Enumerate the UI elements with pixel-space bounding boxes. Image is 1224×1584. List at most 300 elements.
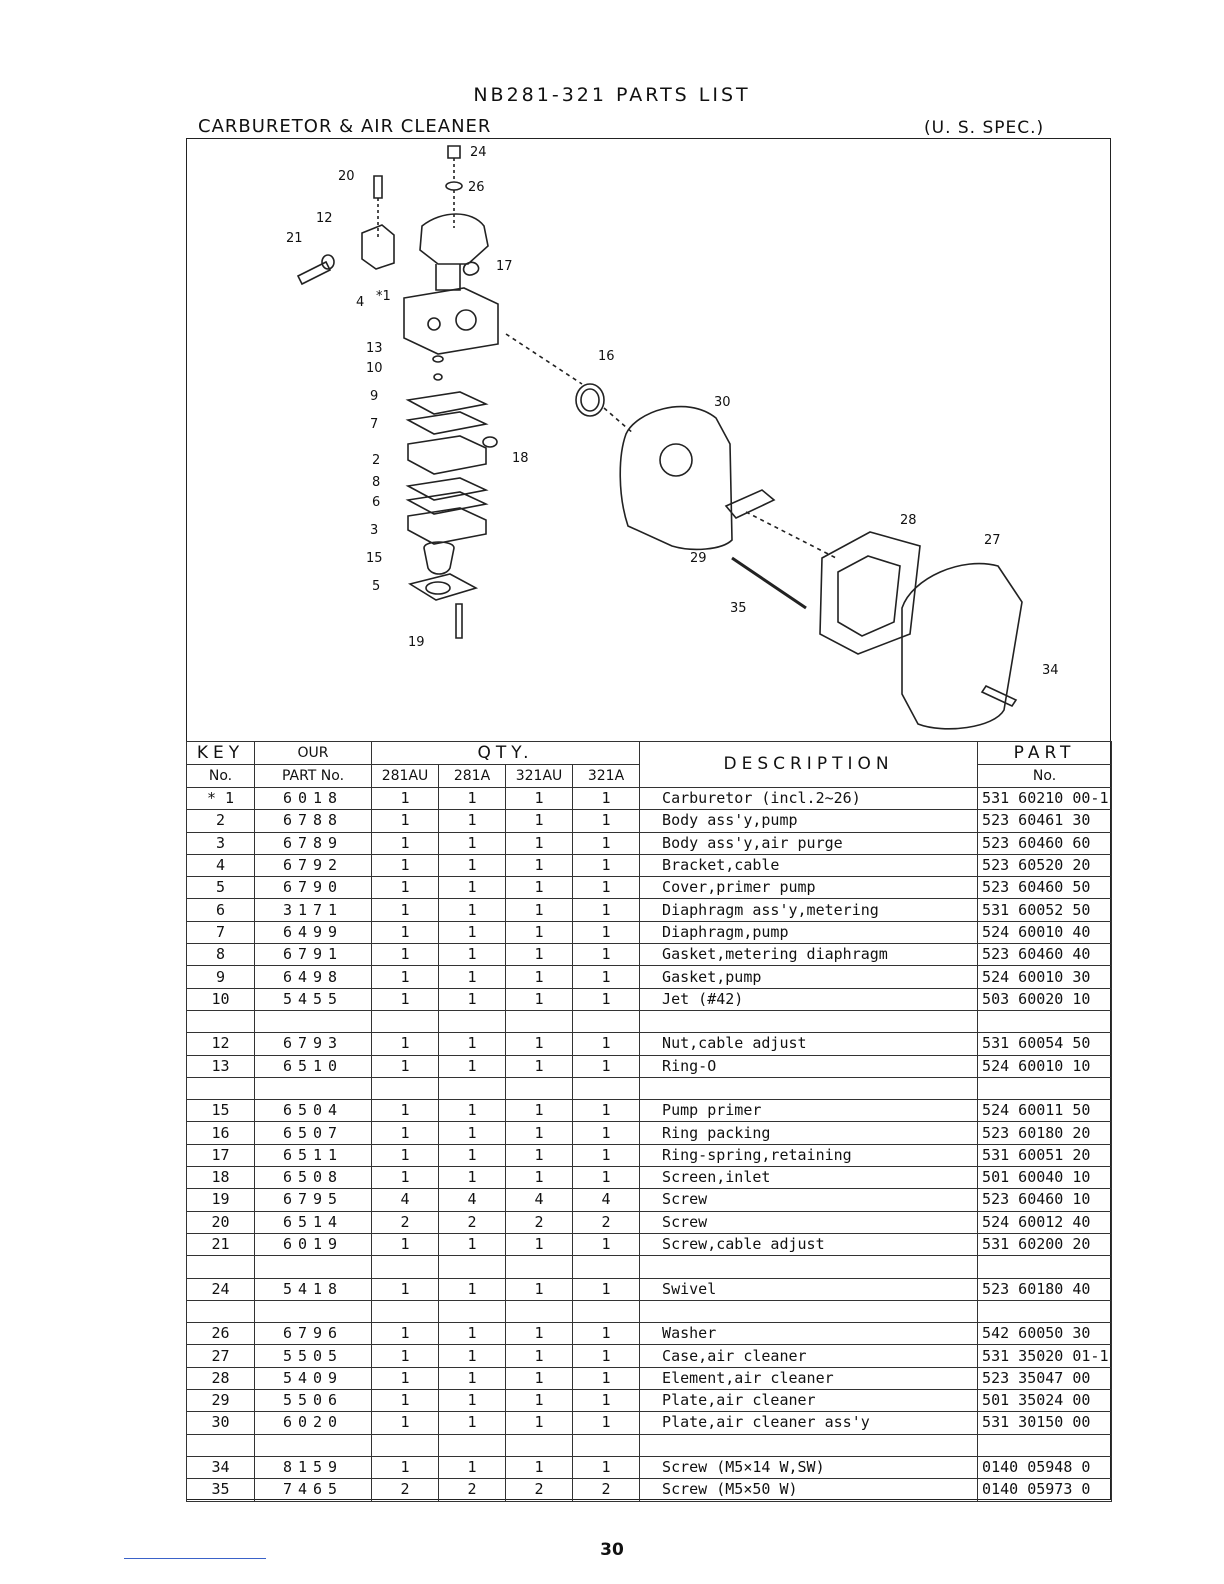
qty-281au-cell: 1 [372,1367,439,1389]
qty-321au-cell: 1 [506,1412,573,1434]
parts-table-body [187,788,1112,1502]
part-number-cell: 523 60520 20 [978,854,1112,876]
qty-321au-cell: 1 [506,966,573,988]
footer-rule [124,1558,266,1559]
key-cell: 20 [187,1211,255,1233]
qty-281au-cell: 1 [372,1390,439,1412]
qty-321au-cell: 1 [506,1144,573,1166]
header-qty: QTY. [372,742,640,765]
qty-281au-cell: 1 [372,1167,439,1189]
qty-321au-cell: 1 [506,1323,573,1345]
cover-primer-part [410,574,476,600]
our-part-cell: 5505 [255,1345,372,1367]
description-cell: Washer [640,1323,978,1345]
parts-table [186,741,1112,1502]
callout-9: 9 [370,389,379,404]
key-cell: 13 [187,1055,255,1077]
callout-24: 24 [470,145,487,160]
qty-281a-cell: 1 [439,1367,506,1389]
qty-281a-cell: 1 [439,1100,506,1122]
qty-281au-cell: 1 [372,1233,439,1255]
header-model-281au: 281AU [372,765,439,788]
table-row [187,877,1112,899]
qty-281au-cell: 1 [372,854,439,876]
callout-4: 4 [356,295,365,310]
qty-281a-cell: 1 [439,854,506,876]
qty-281au-cell: 1 [372,1456,439,1478]
description-cell: Swivel [640,1278,978,1300]
qty-321a-cell: 1 [573,1167,640,1189]
part-number-cell [978,1010,1112,1032]
key-cell: 2 [187,810,255,832]
description-cell: Screw [640,1211,978,1233]
key-cell: 10 [187,988,255,1010]
key-cell: 7 [187,921,255,943]
washer-part [446,182,462,190]
qty-281au-cell: 1 [372,1122,439,1144]
description-cell: Carburetor (incl.2~26) [640,788,978,810]
qty-321au-cell: 1 [506,1233,573,1255]
description-cell: Plate,air cleaner [640,1390,978,1412]
qty-281a-cell [439,1300,506,1322]
part-number-cell [978,1434,1112,1456]
exploded-diagram [186,138,1111,741]
qty-321au-cell: 1 [506,899,573,921]
qty-321au-cell: 1 [506,1122,573,1144]
table-row [187,1189,1112,1211]
qty-281a-cell: 1 [439,966,506,988]
qty-321a-cell [573,1300,640,1322]
our-part-cell [255,1010,372,1032]
qty-281au-cell: 1 [372,1055,439,1077]
description-cell: Ring-O [640,1055,978,1077]
part-number-cell: 531 30150 00 [978,1412,1112,1434]
callout-10: 10 [366,361,383,376]
key-cell: 35 [187,1479,255,1501]
key-cell: 9 [187,966,255,988]
qty-281au-cell: 1 [372,1033,439,1055]
qty-281a-cell: 4 [439,1189,506,1211]
pump-body-part [408,436,486,474]
qty-281a-cell: 1 [439,1345,506,1367]
qty-281au-cell: 1 [372,1144,439,1166]
qty-321au-cell [506,1300,573,1322]
qty-281a-cell: 1 [439,1144,506,1166]
table-row [187,1077,1112,1099]
qty-321a-cell: 1 [573,1033,640,1055]
qty-321a-cell: 1 [573,788,640,810]
part-number-cell: 523 60461 30 [978,810,1112,832]
key-cell: 26 [187,1323,255,1345]
key-cell: 24 [187,1278,255,1300]
primer-part [424,542,454,574]
bracket-part [362,225,394,269]
qty-321au-cell: 1 [506,788,573,810]
qty-321au-cell [506,1077,573,1099]
qty-321a-cell: 4 [573,1189,640,1211]
qty-281a-cell [439,1010,506,1032]
qty-321au-cell: 1 [506,1278,573,1300]
spec-label: (U. S. SPEC.) [924,118,1045,138]
header-model-321a: 321A [573,765,640,788]
part-number-cell: 523 60180 20 [978,1122,1112,1144]
qty-321a-cell: 1 [573,1122,640,1144]
description-cell: Screw [640,1189,978,1211]
table-row [187,1167,1112,1189]
callout-17: 17 [496,259,513,274]
our-part-cell: 6020 [255,1412,372,1434]
qty-281au-cell [372,1300,439,1322]
qty-281a-cell: 1 [439,1278,506,1300]
screen-part [483,437,497,447]
table-row [187,810,1112,832]
header-model-321au: 321AU [506,765,573,788]
table-row [187,1345,1112,1367]
table-row [187,1412,1112,1434]
description-cell: Jet (#42) [640,988,978,1010]
key-cell [187,1300,255,1322]
qty-321a-cell: 2 [573,1211,640,1233]
our-part-cell: 6510 [255,1055,372,1077]
qty-321au-cell: 1 [506,832,573,854]
header-part: PART [978,742,1112,765]
part-number-cell: 531 60054 50 [978,1033,1112,1055]
qty-281a-cell: 1 [439,1233,506,1255]
table-row [187,921,1112,943]
qty-281a-cell: 1 [439,1122,506,1144]
qty-281au-cell: 1 [372,899,439,921]
our-part-cell: 6793 [255,1033,372,1055]
key-cell: 5 [187,877,255,899]
callout-26: 26 [468,180,485,195]
table-row [187,1122,1112,1144]
qty-321au-cell: 1 [506,944,573,966]
qty-321au-cell: 1 [506,921,573,943]
callout-13: 13 [366,341,383,356]
our-part-cell: 5409 [255,1367,372,1389]
clip-part [464,262,479,275]
description-cell: Cover,primer pump [640,877,978,899]
part-number-cell: 0140 05973 0 [978,1479,1112,1501]
part-number-cell: 531 35020 01-1 [978,1345,1112,1367]
table-row [187,1434,1112,1456]
our-part-cell: 6792 [255,854,372,876]
qty-321a-cell: 1 [573,832,640,854]
our-part-cell: 6514 [255,1211,372,1233]
our-part-cell: 5455 [255,988,372,1010]
our-part-cell: 6789 [255,832,372,854]
table-row [187,1479,1112,1501]
our-part-cell [255,1077,372,1099]
part-number-cell: 523 35047 00 [978,1367,1112,1389]
our-part-cell: 6796 [255,1323,372,1345]
part-number-cell: 0140 05948 0 [978,1456,1112,1478]
element-part [820,532,920,654]
qty-321a-cell: 1 [573,988,640,1010]
part-number-cell: 523 60460 40 [978,944,1112,966]
header-our: OUR [255,742,372,765]
description-cell: Diaphragm ass'y,metering [640,899,978,921]
screw-19-part [456,604,462,638]
part-number-cell [978,1256,1112,1278]
header-model-281a: 281A [439,765,506,788]
plate-assy-part [620,407,732,550]
qty-321au-cell [506,1434,573,1456]
key-cell [187,1434,255,1456]
callout-20: 20 [338,169,355,184]
qty-281a-cell [439,1077,506,1099]
qty-281au-cell: 1 [372,832,439,854]
table-row [187,944,1112,966]
key-cell: 21 [187,1233,255,1255]
qty-321a-cell [573,1256,640,1278]
header-part-no-short: No. [978,765,1112,788]
qty-321a-cell: 1 [573,1367,640,1389]
description-cell: Diaphragm,pump [640,921,978,943]
description-cell: Nut,cable adjust [640,1033,978,1055]
diaphragm-pump-part [408,412,486,434]
our-part-cell: 6018 [255,788,372,810]
callout-8: 8 [372,475,381,490]
qty-281au-cell: 1 [372,1412,439,1434]
callout-6: 6 [372,495,381,510]
qty-281a-cell: 2 [439,1211,506,1233]
qty-321au-cell: 1 [506,1390,573,1412]
callout-28: 28 [900,513,917,528]
table-row [187,988,1112,1010]
part-number-cell: 531 60052 50 [978,899,1112,921]
callout-18: 18 [512,451,529,466]
key-cell: 34 [187,1456,255,1478]
qty-321au-cell [506,1010,573,1032]
table-row [187,832,1112,854]
callout-16: 16 [598,349,615,364]
qty-321a-cell: 1 [573,1390,640,1412]
callout-2: 2 [372,453,381,468]
qty-321a-cell: 1 [573,966,640,988]
header-key: KEY [187,742,255,765]
our-part-cell: 6019 [255,1233,372,1255]
key-cell: 12 [187,1033,255,1055]
qty-321au-cell: 1 [506,877,573,899]
our-part-cell: 3171 [255,899,372,921]
qty-281a-cell: 1 [439,877,506,899]
qty-321au-cell: 1 [506,1367,573,1389]
qty-321a-cell: 1 [573,810,640,832]
qty-281au-cell [372,1077,439,1099]
key-cell [187,1077,255,1099]
description-cell: Ring-spring,retaining [640,1144,978,1166]
key-cell: 6 [187,899,255,921]
qty-321au-cell: 1 [506,988,573,1010]
page-title: NB281-321 PARTS LIST [473,84,751,106]
part-number-cell: 501 35024 00 [978,1390,1112,1412]
callout-27: 27 [984,533,1001,548]
qty-321au-cell: 2 [506,1479,573,1501]
qty-321a-cell: 1 [573,854,640,876]
table-row [187,1033,1112,1055]
qty-281au-cell: 1 [372,1345,439,1367]
callout-12: 12 [316,211,333,226]
part-number-cell: 531 60200 20 [978,1233,1112,1255]
qty-281a-cell: 1 [439,921,506,943]
table-row [187,1233,1112,1255]
our-part-cell: 5506 [255,1390,372,1412]
qty-281au-cell: 1 [372,1100,439,1122]
description-cell [640,1077,978,1099]
qty-321a-cell [573,1434,640,1456]
our-part-cell: 6788 [255,810,372,832]
description-cell: Screw,cable adjust [640,1233,978,1255]
qty-281a-cell [439,1434,506,1456]
table-row [187,1211,1112,1233]
callout-3: 3 [370,523,379,538]
qty-281au-cell [372,1256,439,1278]
table-row [187,1278,1112,1300]
our-part-cell: 6498 [255,966,372,988]
description-cell [640,1300,978,1322]
description-cell: Element,air cleaner [640,1367,978,1389]
description-cell: Gasket,metering diaphragm [640,944,978,966]
qty-321au-cell: 1 [506,810,573,832]
qty-321au-cell [506,1256,573,1278]
callout-34: 34 [1042,663,1059,678]
qty-281au-cell: 1 [372,1278,439,1300]
qty-321a-cell: 1 [573,1278,640,1300]
qty-321a-cell: 2 [573,1479,640,1501]
description-cell: Body ass'y,air purge [640,832,978,854]
qty-321a-cell: 1 [573,877,640,899]
qty-281au-cell: 1 [372,966,439,988]
part-number-cell: 524 60010 10 [978,1055,1112,1077]
table-row [187,1100,1112,1122]
our-part-cell: 6791 [255,944,372,966]
part-number-cell: 531 60210 00-1 [978,788,1112,810]
key-cell: 19 [187,1189,255,1211]
callout-29: 29 [690,551,707,566]
description-cell [640,1256,978,1278]
qty-321a-cell [573,1010,640,1032]
qty-321au-cell: 1 [506,1345,573,1367]
description-cell: Gasket,pump [640,966,978,988]
gasket-metering-part [408,478,486,500]
part-number-cell: 524 60010 40 [978,921,1112,943]
part-number-cell: 524 60011 50 [978,1100,1112,1122]
qty-321a-cell: 1 [573,944,640,966]
qty-321au-cell: 1 [506,1167,573,1189]
our-part-cell: 8159 [255,1456,372,1478]
qty-321au-cell: 1 [506,1456,573,1478]
case-part [902,564,1022,729]
table-row [187,1456,1112,1478]
qty-281a-cell [439,1256,506,1278]
table-row [187,1256,1112,1278]
part-number-cell: 523 60180 40 [978,1278,1112,1300]
description-cell: Screw (M5×50 W) [640,1479,978,1501]
qty-321a-cell: 1 [573,1144,640,1166]
callout-5: 5 [372,579,381,594]
key-cell: 15 [187,1100,255,1122]
part-number-cell: 501 60040 10 [978,1167,1112,1189]
description-cell: Bracket,cable [640,854,978,876]
qty-281au-cell: 2 [372,1211,439,1233]
part-number-cell [978,1300,1112,1322]
our-part-cell: 5418 [255,1278,372,1300]
qty-321a-cell: 1 [573,1233,640,1255]
our-part-cell: 6504 [255,1100,372,1122]
qty-281au-cell: 1 [372,944,439,966]
page-number: 30 [600,1540,624,1560]
our-part-cell: 6499 [255,921,372,943]
qty-321au-cell: 1 [506,1033,573,1055]
callout-19: 19 [408,635,425,650]
swivel-part [448,146,460,158]
key-cell [187,1256,255,1278]
qty-321a-cell: 1 [573,921,640,943]
qty-281a-cell: 1 [439,832,506,854]
part-number-cell: 523 60460 50 [978,877,1112,899]
plate-part [726,490,774,518]
part-number-cell: 523 60460 10 [978,1189,1112,1211]
exploded-diagram-svg [186,138,1111,741]
screw-21-part [298,262,330,284]
qty-321au-cell: 2 [506,1211,573,1233]
qty-281a-cell: 1 [439,1055,506,1077]
part-number-cell: 523 60460 60 [978,832,1112,854]
our-part-cell [255,1434,372,1456]
description-cell: Pump primer [640,1100,978,1122]
table-row [187,1367,1112,1389]
qty-321au-cell: 4 [506,1189,573,1211]
key-cell: 30 [187,1412,255,1434]
part-number-cell: 524 60010 30 [978,966,1112,988]
table-row [187,1010,1112,1032]
table-row [187,788,1112,810]
callout-30: 30 [714,395,731,410]
part-number-cell: 524 60012 40 [978,1211,1112,1233]
carb-body-part [404,288,498,354]
qty-281a-cell: 1 [439,788,506,810]
qty-321a-cell [573,1077,640,1099]
header-description: DESCRIPTION [640,742,978,788]
qty-281au-cell: 1 [372,877,439,899]
qty-281au-cell: 4 [372,1189,439,1211]
key-cell: 18 [187,1167,255,1189]
table-row [187,1144,1112,1166]
table-row [187,854,1112,876]
our-part-cell: 6507 [255,1122,372,1144]
table-row [187,1300,1112,1322]
qty-281a-cell: 2 [439,1479,506,1501]
qty-281au-cell: 2 [372,1479,439,1501]
qty-281a-cell: 1 [439,1033,506,1055]
table-row [187,1390,1112,1412]
qty-281au-cell: 1 [372,988,439,1010]
qty-281a-cell: 1 [439,899,506,921]
our-part-cell: 6795 [255,1189,372,1211]
qty-281au-cell [372,1434,439,1456]
qty-321a-cell: 1 [573,1345,640,1367]
screw-20-part [374,176,382,198]
key-cell: 27 [187,1345,255,1367]
callout-15: 15 [366,551,383,566]
qty-281au-cell [372,1010,439,1032]
key-cell: 3 [187,832,255,854]
qty-281a-cell: 1 [439,1323,506,1345]
part-number-cell: 542 60050 30 [978,1323,1112,1345]
table-row [187,899,1112,921]
callout-1: *1 [376,289,391,304]
